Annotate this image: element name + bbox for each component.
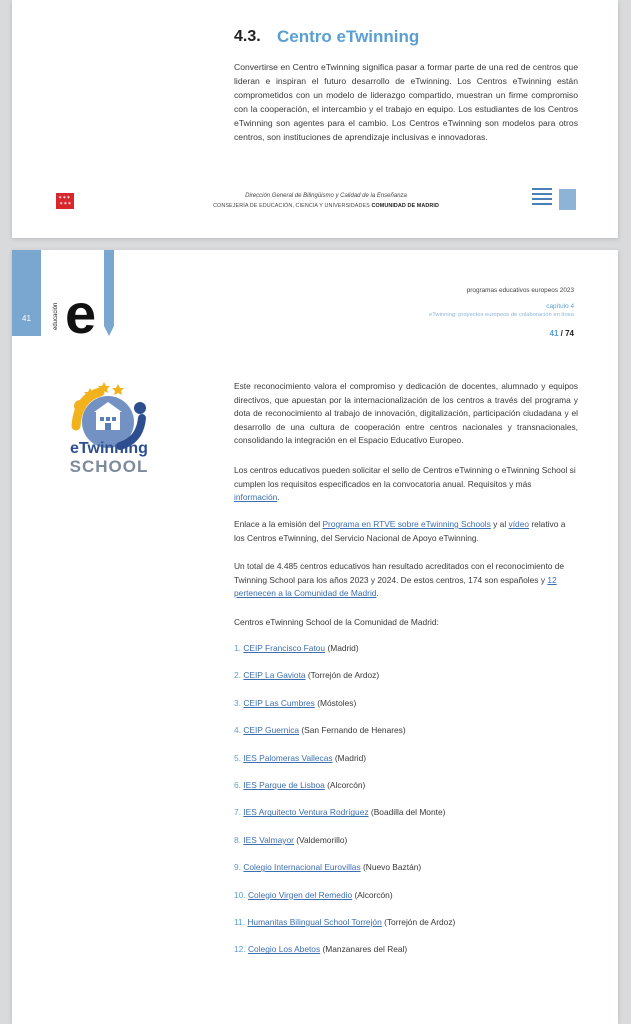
list-item-number: 2. (234, 670, 241, 681)
section-paragraph: Convertirse en Centro eTwinning significa pasar a formar parte de una red de centros que lideran e inspiran el futuro desarrollo de eTwinning. Los Centros eTwinning están comprometidos con un modelo de liderazgo compartido, muestran un firme compromiso con la cooperación, el intercambio y el trabajo en equipo. Los estudiantes de los Centros eTwinning son agentes para el cambio. Los Centros eTwinning son modelos para otros centros, son instituciones de aprendizaje inclusivas e innovadoras. (234, 62, 578, 142)
institution-link[interactable]: IES Valmayor (243, 834, 294, 845)
list-item (234, 670, 379, 680)
comunidad-madrid-logo: ✶✶✶ ✶✶✶ (56, 193, 74, 209)
institution-location: (Manzanares del Real) (322, 944, 408, 955)
list-item (234, 643, 359, 653)
institution-location: (Móstoles) (317, 697, 357, 708)
list-item (234, 753, 366, 763)
list-item-number: 9. (234, 862, 241, 873)
link-madrid-centers[interactable]: 12 pertenecen a la Comunidad de Madrid (234, 574, 557, 598)
list-item (234, 944, 407, 954)
institution-location: (Alcorcón) (327, 780, 366, 790)
educacion-label: educación (53, 302, 59, 330)
page-41 (12, 250, 618, 1024)
header-chapter-subtitle: eTwinning: proyectos europeos de colaboración en línea (428, 312, 574, 318)
page-marker (559, 189, 576, 210)
institution-link[interactable]: CEIP Guernica (243, 725, 300, 736)
institution-link[interactable]: CEIP Las Cumbres (243, 697, 315, 708)
header-publication: programas educativos europeos 2023 (466, 287, 574, 294)
institution-link[interactable]: CEIP La Gaviota (243, 670, 306, 681)
list-item (234, 862, 421, 872)
institution-location: (Madrid) (327, 643, 359, 653)
institution-location: (Torrejón de Ardoz) (384, 917, 456, 927)
section-number: 4.3. (234, 28, 261, 45)
paragraph-rtve: Enlace a la emisión del Programa en RTVE sobre eTwinning Schools y al vídeo relativo a los Centros eTwinning, del Servicio Nacional de Apoyo eTwinning. (234, 519, 566, 543)
list-item (234, 917, 455, 927)
list-item (234, 698, 356, 708)
paragraph-recognition: Este reconocimiento valora el compromiso y dedicación de docentes, alumnado y equipos directivos, que apuestan por la internacionalización de los centros a través del programa y dota de reconocimiento al trabajo de innovación, digitalización, participación ciudadana y el desarrollo de una cultura de cooperación entre centros nacionales y transnacionales, consolidando la integración en el Espacio Educativo Europeo. (234, 381, 578, 445)
header-page-count: 41 / 74 (549, 329, 574, 338)
list-item-number: 1. (234, 643, 241, 653)
institution-link[interactable]: Humanitas Bilingual School Torrejón (247, 917, 382, 927)
list-item-number: 11. (234, 917, 246, 927)
institution-location: (Nuevo Baztán) (362, 862, 422, 873)
institution-link[interactable]: Colegio Virgen del Remedio (247, 889, 353, 900)
institution-location: (Alcorcón) (354, 889, 393, 900)
footer-directorate: Dirección General de Bilingüismo y Calidad de la Enseñanza (245, 193, 407, 199)
institution-link[interactable]: Colegio Internacional Eurovillas (243, 862, 361, 873)
logo-bar (104, 250, 114, 326)
list-item-number: 10. (234, 889, 246, 900)
list-item-number: 12. (234, 944, 246, 955)
list-item-number: 4. (234, 725, 241, 736)
list-item-number: 5. (234, 752, 241, 763)
link-more-information[interactable]: información (234, 492, 278, 502)
education-logo: e (65, 282, 95, 345)
index-menu-icon[interactable] (532, 188, 552, 210)
list-item (234, 807, 445, 817)
institution-link[interactable]: CEIP Francisco Fatou (243, 643, 326, 653)
institution-link[interactable]: IES Arquitecto Ventura Rodríguez (243, 807, 369, 818)
logo-bar-tip (104, 326, 114, 336)
side-page-number: 41 (22, 314, 31, 323)
section-title: Centro eTwinning (277, 27, 420, 46)
list-item-number: 8. (234, 834, 241, 845)
institution-link[interactable]: Colegio Los Abetos (247, 944, 321, 955)
list-item-number: 3. (234, 697, 241, 708)
link-rtve-program[interactable]: Programa en RTVE sobre eTwinning Schools (322, 519, 491, 529)
institution-location: (Torrejón de Ardoz) (307, 670, 380, 681)
list-item (234, 890, 393, 900)
link-video[interactable]: vídeo (508, 519, 530, 529)
institution-link[interactable]: IES Parque de Lisboa (243, 780, 325, 790)
etwinning-school-wordmark: eTwinning SCHOOL (69, 440, 149, 476)
footer-brand: COMUNIDAD DE MADRID (371, 203, 439, 209)
list-item (234, 780, 365, 790)
institution-location: (Madrid) (334, 752, 367, 763)
footer-ministry: CONSEJERÍA DE EDUCACIÓN, CIENCIA Y UNIVERSIDADES COMUNIDAD DE MADRID (213, 203, 439, 209)
institution-location: (Boadilla del Monte) (370, 807, 446, 818)
list-item-number: 6. (234, 780, 241, 790)
institution-link[interactable]: IES Palomeras Vallecas (243, 752, 333, 763)
list-item (234, 725, 406, 735)
list-item-number: 7. (234, 807, 241, 818)
institution-location: (Valdemorillo) (296, 834, 348, 845)
side-band (12, 250, 41, 336)
page-top (12, 0, 618, 238)
list-intro: Centros eTwinning School de la Comunidad de Madrid: (234, 617, 439, 627)
paragraph-total-centers: Un total de 4.485 centros educativos han resultado acreditados con el reconocimiento de Twinning School para los años 2023 y 2024. De estos centros, 174 son españoles y 12 pertenecen a la Comunidad de Madrid. (234, 561, 565, 598)
institution-location: (San Fernando de Henares) (301, 725, 406, 736)
paragraph-requirements: Los centros educativos pueden solicitar el sello de Centros eTwinning o eTwinning School si cumplen los requisitos especificados en la convocatoria anual. Requisitos y más información. (234, 465, 576, 502)
list-item (234, 835, 347, 845)
header-chapter: capítulo 4 (546, 303, 574, 310)
